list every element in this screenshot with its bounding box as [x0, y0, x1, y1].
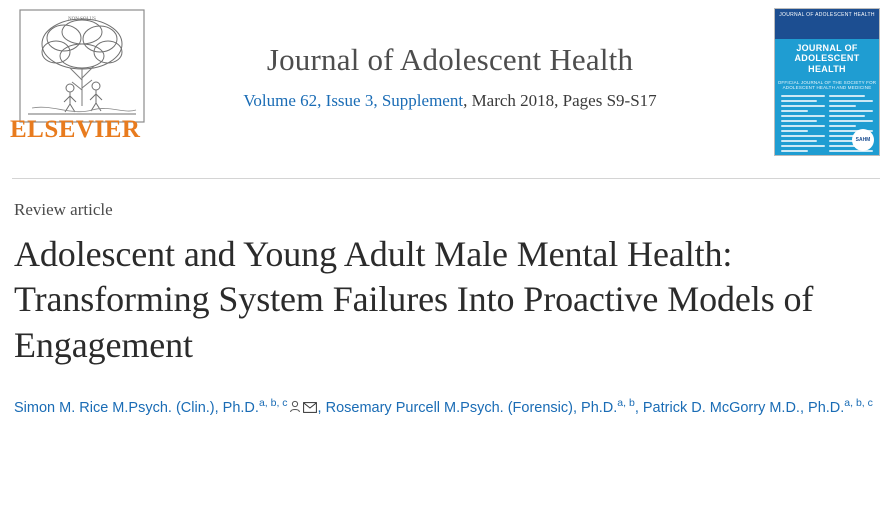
author-entry — [14, 397, 326, 416]
journal-issue-line — [170, 91, 730, 111]
author-email-icon[interactable] — [303, 397, 317, 422]
author-affiliation-marks: a, b — [617, 397, 635, 410]
author-name[interactable]: Rosemary Purcell M.Psych. (Forensic), Ph.D. — [325, 399, 618, 416]
svg-text:NON SOLUS: NON SOLUS — [68, 17, 96, 22]
header-divider — [12, 178, 880, 179]
article-block — [14, 200, 878, 422]
author-separator: , — [317, 399, 326, 416]
author-profile-icon[interactable] — [289, 397, 301, 422]
journal-title: Journal of Adolescent Health — [266, 42, 634, 77]
journal-cover-image[interactable] — [774, 8, 880, 156]
journal-header — [0, 0, 892, 172]
elsevier-wordmark: ELSEVIER — [10, 116, 141, 143]
issue-date-pages: , March 2018, Pages S9-S17 — [463, 90, 657, 110]
cover-column-left — [781, 95, 825, 155]
issue-link[interactable]: Volume 62, Issue 3, Supplement — [243, 90, 464, 110]
cover-journal-name: JOURNAL OF ADOLESCENT HEALTH — [794, 43, 860, 74]
author-name[interactable]: Patrick D. McGorry M.D., Ph.D. — [642, 399, 845, 416]
cover-top-banner: JOURNAL OF ADOLESCENT HEALTH — [775, 9, 879, 39]
journal-title-block — [170, 42, 730, 111]
author-entry — [642, 397, 873, 416]
author-separator: , — [634, 399, 643, 416]
cover-society-badge: SAHM — [852, 129, 874, 151]
author-affiliation-marks: a, b, c — [258, 397, 288, 410]
author-affiliation-marks: a, b, c — [844, 397, 873, 410]
author-entry — [325, 397, 643, 416]
page-title: Adolescent and Young Adult Male Mental Health: Transforming System Failures Into Proactive Models of Engagement — [14, 234, 814, 365]
article-type-label: Review article — [14, 200, 113, 219]
author-name[interactable]: Simon M. Rice M.Psych. (Clin.), Ph.D. — [14, 399, 259, 416]
cover-subtitle: OFFICIAL JOURNAL OF THE SOCIETY FOR ADOLESCENT HEALTH AND MEDICINE — [777, 80, 877, 91]
author-list — [14, 394, 878, 422]
